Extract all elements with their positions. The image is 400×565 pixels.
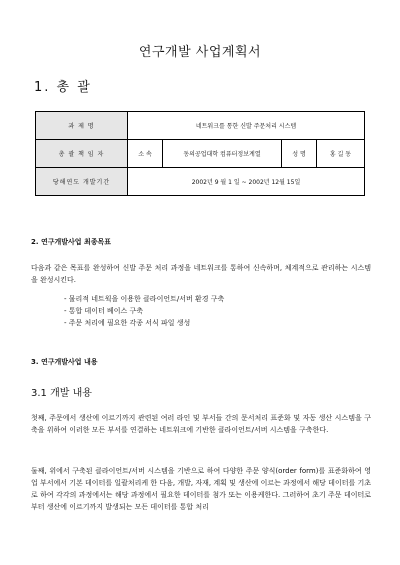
name-value: 홍 길 동 [317,140,365,168]
section-2-heading: 2. 연구개발사업 최종목표 [31,238,112,246]
paragraph-first: 첫째, 주문에서 생산에 이르기까지 관련된 여러 라인 및 부서들 간의 문서처리 표준화 및 자동 생산 시스템을 구축을 위하여 이러한 모든 부서를 연결하는 네트워크에 기반한 클라이언트/서버 시스템을 구축한다. [31,414,371,434]
goal-bullet-list [64,293,224,329]
affiliation-value: 동의공업대학 컴퓨터정보계열 [163,140,282,168]
table-row-manager [36,140,365,168]
manager-label: 총 괄 책 임 자 [36,140,128,168]
paragraph-second: 둘째, 위에서 구축된 클라이언트/서버 시스템을 기반으로 하여 다양한 주문 양식(order form)를 표준화하여 영업 부서에서 기본 데이터를 일괄처리케 한 다음, 개발, 자재, 계획 및 생산에 이르는 과정에서 해당 데이터를 기초로 하여 각각의 과정에서는 해당 과정에서 필요한 데이터를 첨가 또는 이용케한다. 그러하여 초기 주문 데이터로부터 생산에 이르기까지 발생되는 모든 데이터를 통합 처리 [31,467,371,511]
list-item: - 물리적 네트웍을 이용한 클라이언트/서버 환경 구축 [64,295,225,303]
name-label: 성 명 [282,140,317,168]
list-item: - 주문 처리에 필요한 각종 서식 파일 생성 [64,319,191,327]
document-title: 연구개발 사업계획서 [138,45,262,60]
project-value: 네트워크를 통한 신발 주문처리 시스템 [128,112,365,140]
table-row-period [36,168,365,196]
section-3-1-heading: 3.1 개발 내용 [31,388,92,399]
goal-paragraph: 다음과 같은 목표를 완성하여 신발 주문 처리 과정을 네트워크를 통하여 신속하며, 체계적으로 관리하는 시스템을 완성시킨다. [31,264,371,284]
period-value: 2002년 9 월 1 일 ~ 2002년 12월 15일 [128,168,365,196]
affiliation-label: 소 속 [128,140,163,168]
list-item: - 통합 데이터 베이스 구축 [64,307,144,315]
project-label: 과 제 명 [36,112,128,140]
period-label: 당해연도 개발기간 [36,168,128,196]
section-3-heading: 3. 연구개발사업 내용 [31,358,98,366]
section-1-heading: 1. 총 괄 [34,80,92,95]
table-row-project [36,112,365,140]
overview-table [35,111,365,196]
